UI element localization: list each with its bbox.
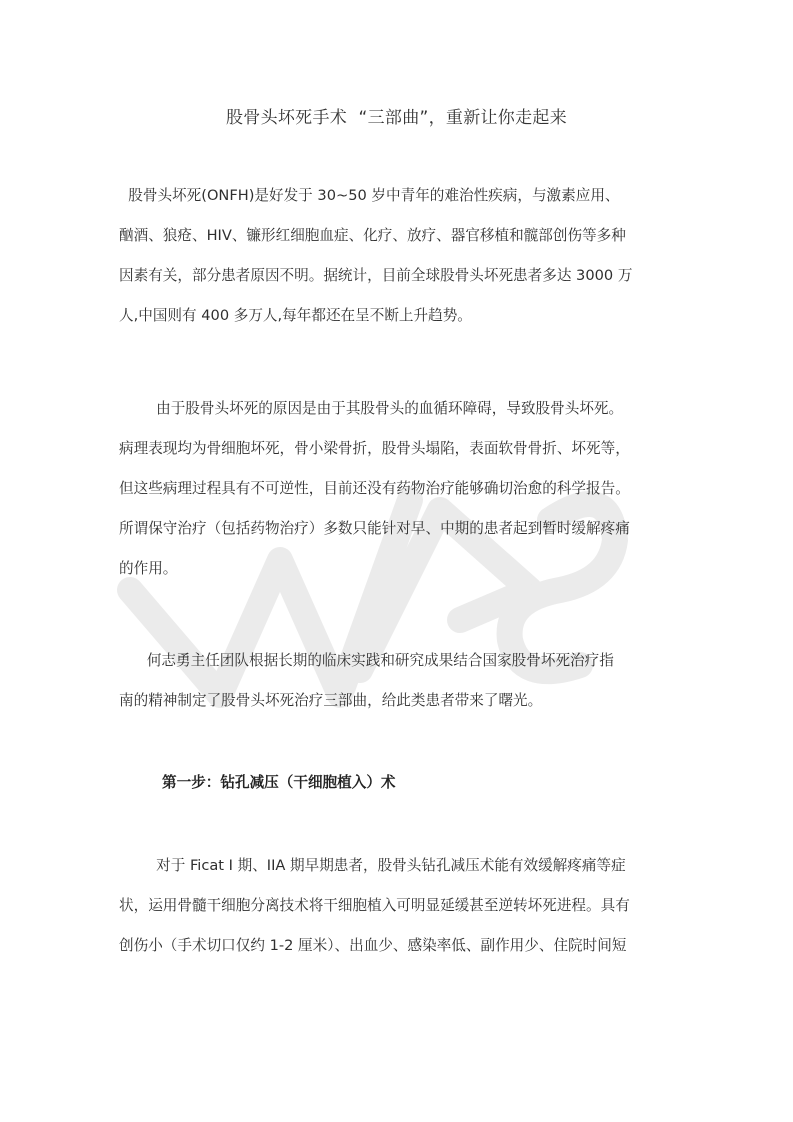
paragraph-intro [119, 176, 679, 336]
text-line: 对于 Ficat I 期、IIA 期早期患者，股骨头钻孔减压术能有效缓解疼痛等症 [119, 857, 626, 874]
page-title: 股骨头坏死手术 “三部曲”，重新让你走起来 [225, 108, 568, 128]
paragraph-team [119, 641, 679, 721]
text-line: 由于股骨头坏死的原因是由于其股骨头的血循环障碍，导致股骨头坏死。 [119, 400, 624, 417]
step-one-heading: 第一步：钻孔减压（干细胞植入）术 [162, 774, 396, 791]
text-line: 创伤小（手术切口仅约 1-2 厘米）、出血少、感染率低、副作用少、住院时间短 [119, 937, 627, 954]
text-line: 因素有关，部分患者原因不明。据统计，目前全球股骨头坏死患者多达 3000 万 [119, 267, 633, 284]
text-line: 酗酒、狼疮、HIV、镰形红细胞血症、化疗、放疗、器官移植和髋部创伤等多种 [119, 227, 626, 244]
text-line: 南的精神制定了股骨头坏死治疗三部曲，给此类患者带来了曙光。 [119, 692, 543, 709]
text-line: 所谓保守治疗（包括药物治疗）多数只能针对早、中期的患者起到暂时缓解疼痛 [119, 520, 630, 537]
text-line: 但这些病理过程具有不可逆性，目前还没有药物治疗能够确切治愈的科学报告。 [119, 480, 630, 497]
paragraph-pathology [119, 389, 679, 589]
text-line: 状，运用骨髓干细胞分离技术将干细胞植入可明显延缓甚至逆转坏死进程。具有 [119, 897, 630, 914]
paragraph-step-one [119, 846, 679, 966]
text-line: 病理表现均为骨细胞坏死，骨小梁骨折，股骨头塌陷，表面软骨骨折、坏死等， [119, 440, 630, 457]
text-line: 的作用。 [119, 560, 178, 577]
text-line: 何志勇主任团队根据长期的临床实践和研究成果结合国家股骨坏死治疗指 [119, 652, 614, 669]
text-line: 人,中国则有 400 多万人,每年都还在呈不断上升趋势。 [119, 307, 472, 324]
text-line: 股骨头坏死(ONFH)是好发于 30~50 岁中青年的难治性疾病，与激素应用、 [119, 187, 620, 204]
